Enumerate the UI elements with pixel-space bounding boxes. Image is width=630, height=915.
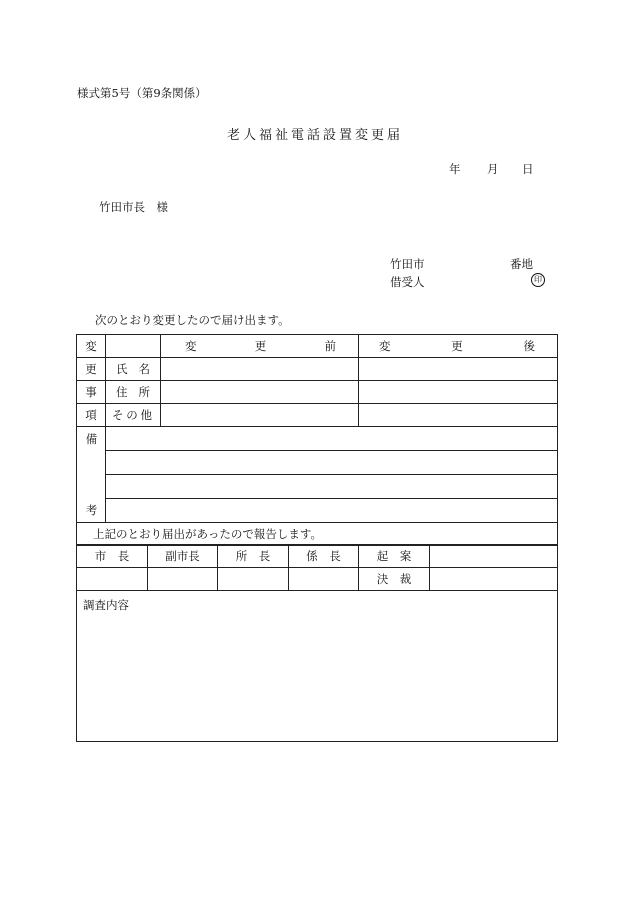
address-banchi: 番地 [510,257,533,271]
row-label-other [106,404,161,427]
side-label-char: 更 [77,358,106,381]
other-after-field[interactable] [359,404,558,427]
name-row [77,358,558,381]
remarks-row [77,427,558,451]
investigation-row [77,591,558,742]
chief-stamp-cell[interactable] [289,568,359,591]
remarks-line[interactable] [106,451,558,475]
remarks-label-top: 備 [85,432,98,446]
borrower-label: 借受人 [390,275,425,289]
before-header [161,335,359,358]
approval-header-row [77,545,558,568]
remarks-row [77,499,558,523]
director-stamp-cell[interactable] [218,568,289,591]
label-char: 氏 [116,362,128,376]
blank-header-cell [106,335,161,358]
remarks-row [77,475,558,499]
approval-stamp-row [77,568,558,591]
remarks-line[interactable] [106,475,558,499]
date-year-label: 年 [449,162,461,176]
address-after-field[interactable] [359,381,558,404]
addressee: 竹田市長 様 [99,200,168,214]
label-char: 所 [138,385,150,399]
header-row [77,335,558,358]
vice-mayor-header: 副市長 [148,545,218,568]
remarks-line[interactable] [106,427,558,451]
other-before-field[interactable] [161,404,359,427]
name-after-field[interactable] [359,358,558,381]
after-header [359,335,558,358]
intro-text: 次のとおり変更したので届け出ます。 [95,313,290,327]
report-row [77,523,558,546]
row-label-name [106,358,161,381]
label-char: の [126,408,138,422]
label-char: 名 [138,362,150,376]
label-char: そ [112,408,124,422]
remarks-label-cell [77,427,106,523]
address-before-field[interactable] [161,381,359,404]
date-day-label: 日 [522,162,534,176]
label-char: 他 [140,408,152,422]
side-label-char: 変 [77,335,106,358]
kian-field[interactable] [430,545,558,568]
after-header-char: 後 [523,339,535,353]
before-header-char: 更 [254,339,267,353]
row-label-address [106,381,161,404]
after-header-char: 更 [451,339,463,353]
report-text: 上記のとおり届出があったので報告します。 [77,523,558,546]
kessai-field[interactable] [430,568,558,591]
form-number: 様式第5号（第9条関係） [77,86,207,100]
address-city: 竹田市 [390,257,425,271]
other-row [77,404,558,427]
name-before-field[interactable] [161,358,359,381]
kessai-label: 決 裁 [359,568,430,591]
label-char: 住 [116,385,128,399]
seal-mark: 印 [531,273,545,287]
side-label-char: 事 [77,381,106,404]
date-month-label: 月 [487,162,499,176]
form-title: 老人福祉電話設置変更届 [226,128,403,143]
director-header: 所 長 [218,545,289,568]
remarks-row [77,451,558,475]
change-form-table [76,334,558,546]
kian-label: 起 案 [359,545,430,568]
chief-header: 係 長 [289,545,359,568]
remarks-line[interactable] [106,499,558,523]
remarks-label-bottom: 考 [85,503,98,517]
after-header-char: 変 [379,339,391,353]
before-header-char: 変 [185,339,197,353]
address-row [77,381,558,404]
investigation-label: 調査内容 [83,598,129,612]
investigation-box[interactable] [77,591,558,742]
mayor-stamp-cell[interactable] [77,568,148,591]
mayor-header: 市 長 [77,545,148,568]
side-label-char: 項 [77,404,106,427]
vice-mayor-stamp-cell[interactable] [148,568,218,591]
approval-table [76,544,558,742]
before-header-char: 前 [324,339,336,353]
